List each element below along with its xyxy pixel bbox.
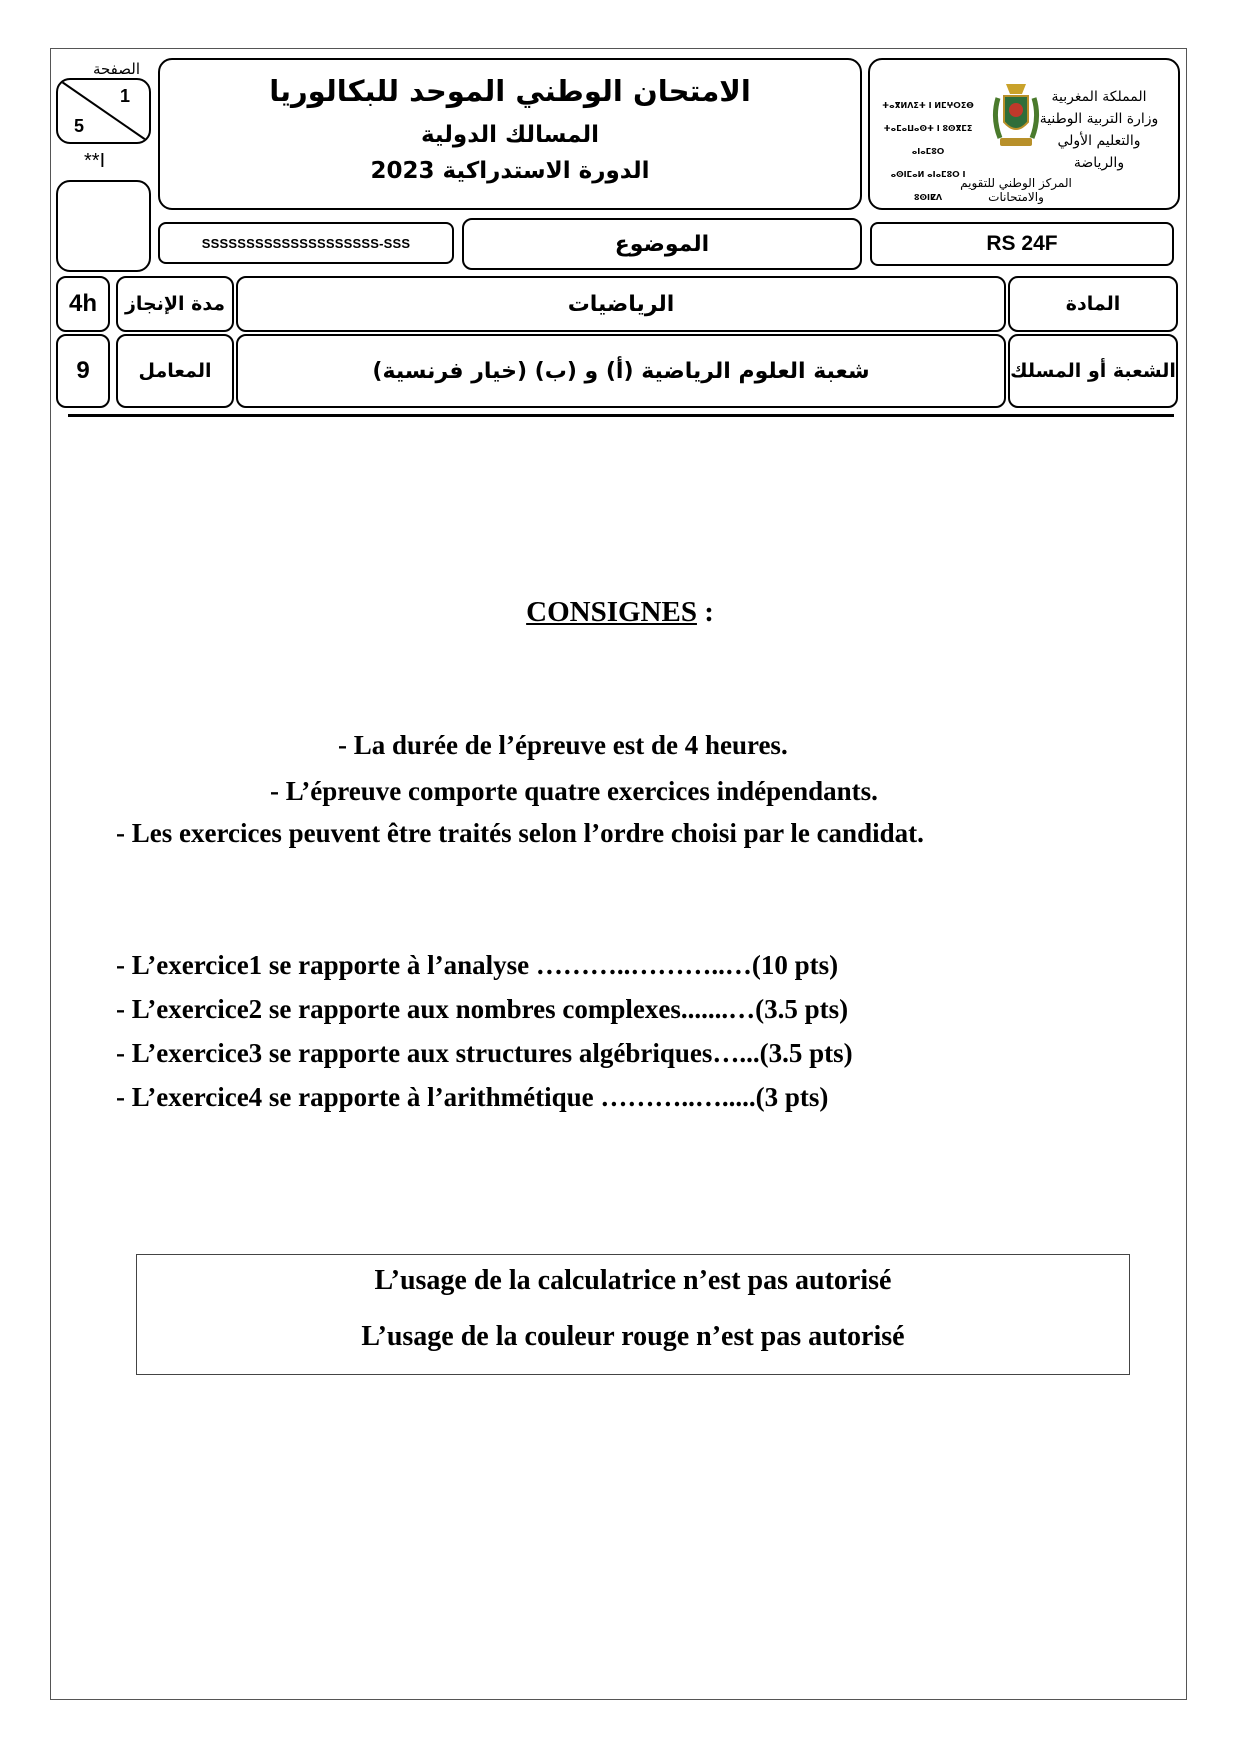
coefficient-value: 9 [76, 357, 90, 384]
notice-box [136, 1254, 1130, 1375]
exam-title: الامتحان الوطني الموحد للبكالوريا [269, 74, 751, 108]
coefficient-value-box [56, 334, 110, 408]
coefficient-label-box [116, 334, 234, 408]
tifinagh-line-3: ⴰⵙⵏⵎⴰⵍ ⴰⵏⴰⵎⵓⵔ ⵏ ⵓⵙⵏⵇⴷ [890, 170, 966, 202]
diagonal-divider [58, 80, 149, 142]
code-serial: SSSSSSSSSSSSSSSSSSSS-SSS [201, 235, 411, 251]
matiere-label-box [1008, 276, 1178, 332]
blank-box [56, 180, 151, 272]
ministry-line-4: المركز الوطني للتقويم والامتحانات [960, 176, 1072, 204]
matiere-label: المادة [1065, 293, 1121, 315]
ministry-box [868, 58, 1180, 210]
exercise-line-3: - L’exercice3 se rapporte aux structures algébriques…...(3.5 pts) [116, 1038, 853, 1068]
matiere-value-box [236, 276, 1006, 332]
subject-label-box [462, 218, 862, 270]
tifinagh-line-1: ⵜⴰⴳⵍⴷⵉⵜ ⵏ ⵍⵎⵖⵔⵉⴱ [882, 101, 974, 110]
matiere-value: الرياضيات [567, 291, 675, 317]
ministry-line-3: والتعليم الأولي والرياضة [1057, 133, 1141, 171]
page-marker: **I [84, 150, 106, 172]
ministry-line-2: وزارة التربية الوطنية [1039, 111, 1159, 127]
notice-calculator: L’usage de la calculatrice n’est pas autorisé [374, 1265, 892, 1296]
exercise-line-1: - L’exercice1 se rapporte à l’analyse ………..………..…(10 pts) [116, 950, 839, 980]
subject-label: الموضوع [614, 231, 710, 257]
filiere-value: شعبة العلوم الرياضية (أ) و (ب) (خيار فرنسية) [372, 358, 870, 384]
duration-value-box [56, 276, 110, 332]
filiere-value-box [236, 334, 1006, 408]
filiere-label: الشعبة أو المسلك [1010, 360, 1176, 382]
subject-code-box [870, 222, 1174, 266]
coefficient-label: المعامل [138, 360, 212, 382]
consignes-heading [0, 596, 1240, 629]
filiere-label-box [1008, 334, 1178, 408]
header-separator [68, 414, 1174, 417]
page-current: 1 [120, 86, 131, 106]
general-instruction-1: - La durée de l’épreuve est de 4 heures. [338, 730, 788, 760]
duration-label: مدة الإنجاز [124, 293, 226, 315]
duration-value: 4h [68, 290, 97, 317]
page-total: 5 [74, 116, 85, 136]
tifinagh-line-2: ⵜⴰⵎⴰⵡⴰⵙⵜ ⵏ ⵓⵙⴳⵎⵉ ⴰⵏⴰⵎⵓⵔ [883, 124, 973, 156]
general-instruction-3: - Les exercices peuvent être traités selon l’ordre choisi par le candidat. [116, 818, 924, 848]
code-serial-box [158, 222, 454, 264]
subject-code: RS 24F [986, 232, 1058, 255]
exercise-line-4: - L’exercice4 se rapporte à l’arithmétique ………..….....(3 pts) [116, 1082, 829, 1112]
notice-red-color: L’usage de la couleur rouge n’est pas autorisé [361, 1321, 905, 1352]
consignes-colon: : [696, 596, 714, 628]
consignes-title: CONSIGNES [526, 596, 697, 628]
exercise-line-2: - L’exercice2 se rapporte aux nombres complexes.......…(3.5 pts) [116, 994, 849, 1024]
page-number-box [56, 78, 151, 144]
exam-track: المسالك الدولية [420, 122, 600, 148]
exam-session: الدورة الاستدراكية 2023 [370, 158, 650, 184]
ministry-arabic [1034, 86, 1164, 174]
page-label: الصفحة [92, 61, 140, 78]
ministry-line-1: المملكة المغربية [1051, 89, 1147, 105]
general-instruction-2: - L’épreuve comporte quatre exercices indépendants. [270, 776, 878, 806]
duration-label-box [116, 276, 234, 332]
exam-title-box [158, 58, 862, 210]
